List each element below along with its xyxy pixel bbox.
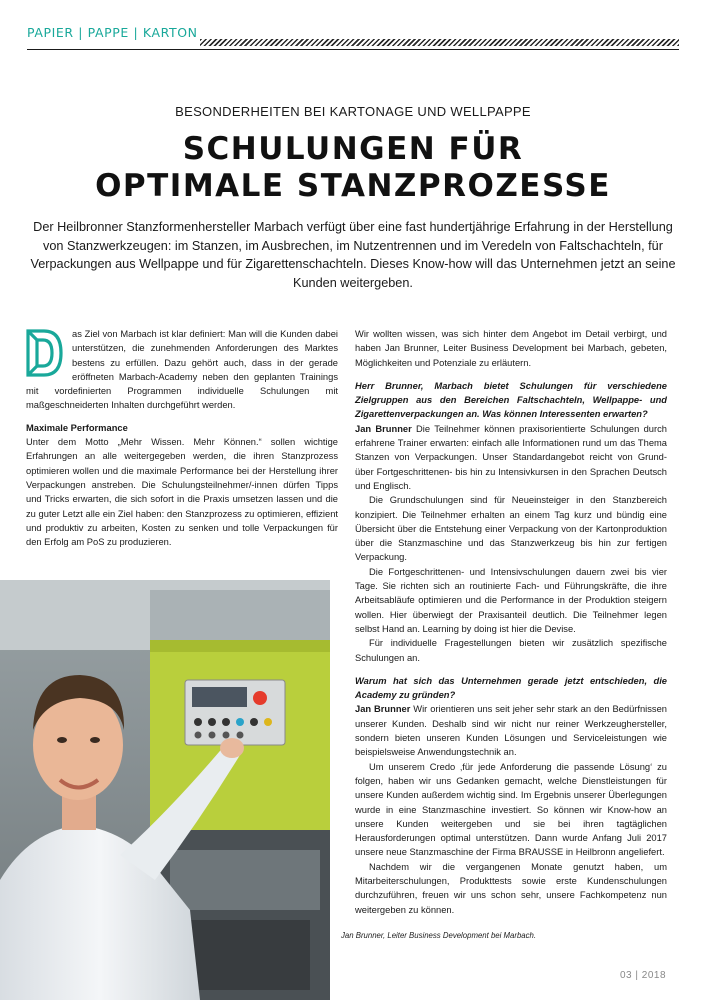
dropcap-d-icon: [26, 329, 64, 377]
answer-2-p2: Um unserem Credo ‚für jede Anforderung die passende Lösung‘ zu folgen, haben wir uns Gedanken gemacht, welche Dienstleistungen für unsere Kunden außerdem wichtig sind. Im Ergebnis unserer Überlegungen wurde in eine Stanzmaschine investiert. So können wir Know-how an unsere Kunden weitergeben und sie bei ihren tagtäglichen Herausforderungen optimal unterstützen. Dann wurde Anfang Juli 2017 unsere neue Stanzmaschine der Firma BRAUSSE in Heilbronn angeliefert.: [355, 761, 667, 858]
subhead-maximale-performance: Maximale Performance: [26, 422, 128, 433]
answer-2-text: Wir orientieren uns seit jeher sehr stark an den Bedürfnissen unserer Kunden. Deshalb sind wir nicht nur reiner Werkzeughersteller, sondern bieten unseren Kunden Lösungen und Serviceleistungen wie beispielsweise Anwendungstechnik an.: [355, 704, 667, 758]
answer-1-p3: Die Fortgeschrittenen- und Intensivschulungen dauern zwei bis vier Tage. Sie richten sich an routinierte Fach- und Führungskräfte, die ihre Arbeitsabläufe optimieren und die Performance in der Produktion steigern wollen. Hier überwiegt der Praxisanteil deutlich. Die Teilnehmer legen selbst Hand an. Learning by doing ist hier die Devise.: [355, 566, 667, 634]
answer-1-p4: Für individuelle Fragestellungen bieten wir zusätzlich spezifische Schulungen an.: [355, 638, 667, 663]
answer-2-p3: Nachdem wir die vergangenen Monate genutzt haben, um Mitarbeiterschulungen, Produkttests sowie erste Kundenschulungen durchzuführen, freuen wir uns schon sehr, unsere Fachkompetenz nun weitergeben zu können.: [355, 861, 667, 915]
section-rubric: PAPIER | PAPPE | KARTON: [27, 25, 198, 40]
answer-1: [355, 422, 667, 493]
right-column: [355, 327, 667, 917]
header-hatch-rule: [200, 39, 679, 46]
title-line-2: OPTIMALE STANZPROZESSE: [95, 168, 611, 204]
article-title: [0, 131, 706, 205]
header-rule: [27, 49, 679, 50]
question-1: Herr Brunner, Marbach bietet Schulungen für verschiedene Zielgruppen aus den Bereichen Faltschachteln, Wellpappe- und Zigarettenverpackungen an. Was können Interessenten erwarten?: [355, 380, 667, 420]
speaker-name: Jan Brunner: [355, 423, 412, 434]
answer-1-p2: Die Grundschulungen sind für Neueinsteiger in den Stanzbereich konzipiert. Die Teilnehmer erhalten an einem Tag kurz und bündig eine Übersicht über die Entstehung einer Verpackung von der Kartonproduktion über die Stanzmaschine und das Stanzwerkzeug bis hin zur fertigen Verpackung.: [355, 495, 667, 563]
interview-intro: Wir wollten wissen, was sich hinter dem Angebot im Detail verbirgt, und haben Jan Brunner, Leiter Business Development bei Marbach, gebeten, Möglichkeiten und Potenziale zu erläutern.: [355, 329, 667, 368]
answer-2: [355, 702, 667, 759]
title-line-1: SCHULUNGEN FÜR: [182, 131, 524, 167]
left-column: [26, 327, 338, 549]
question-2: Warum hat sich das Unternehmen gerade jetzt entschieden, die Academy zu gründen?: [355, 675, 667, 701]
speaker-name: Jan Brunner: [355, 704, 411, 715]
article-lead: Der Heilbronner Stanzformenhersteller Marbach verfügt über eine fast hundertjährige Erfahrung in der Herstellung von Stanzwerkzeugen: im Stanzen, im Ausbrechen, im Nutzentrennen und im Veredeln von Faltschachteln, für Verpackungen aus Wellpappe und für Zigarettenschachteln. Dieses Know-how will das Unternehmen jetzt an seine Kunden weitergeben.: [30, 220, 676, 290]
photo-jan-brunner-at-machine: [0, 580, 330, 1000]
intro-paragraph: as Ziel von Marbach ist klar definiert: Man will die Kunden dabei unterstützen, die zunehmenden Anforderungen des Marktes bestens zu erfüllen. Dazu gehört auch, dass in der gerade eröffneten Marbach-Academy neben den geplanten Trainings mit vordefinierten Programmen individuelle Schulungen mit maßgeschneiderten Inhalten durchgeführt werden.: [26, 329, 338, 411]
photo-caption: Jan Brunner, Leiter Business Development bei Marbach.: [341, 931, 537, 940]
paragraph-performance: Unter dem Motto „Mehr Wissen. Mehr Können.“ sollen wichtige Erfahrungen an alle weitergegeben werden, die ihren Stanzprozess optimieren wollen und die maximale Performance bei der Herstellung ihrer Verpackungen anstreben. Die Schulungsteilnehmer/-innen dürfen Tipps und Tricks erwarten, die sich sofort in die Praxis umsetzen lassen und die zu guter Letzt alle ein Ziel haben: den Stanzprozess zu optimieren, effizient und produktiv zu arbeiten, Kosten zu senken und tolle Verpackungen für den Erfolg am PoS zu produzieren.: [26, 437, 338, 548]
article-kicker: BESONDERHEITEN BEI KARTONAGE UND WELLPAPPE: [175, 104, 531, 119]
page-folio: 03 | 2018: [620, 970, 667, 981]
answer-1-text: Die Teilnehmer können praxisorientierte Schulungen durch erfahrene Trainer erwarten: einfach alle Informationen rund um das Thema Stanzen von Verpackungen. Unser Standardangebot reicht von Grund- über Fortgeschrittenen- bis hin zu Intensivkursen in den Sprachen Deutsch und Englisch.: [355, 423, 667, 491]
